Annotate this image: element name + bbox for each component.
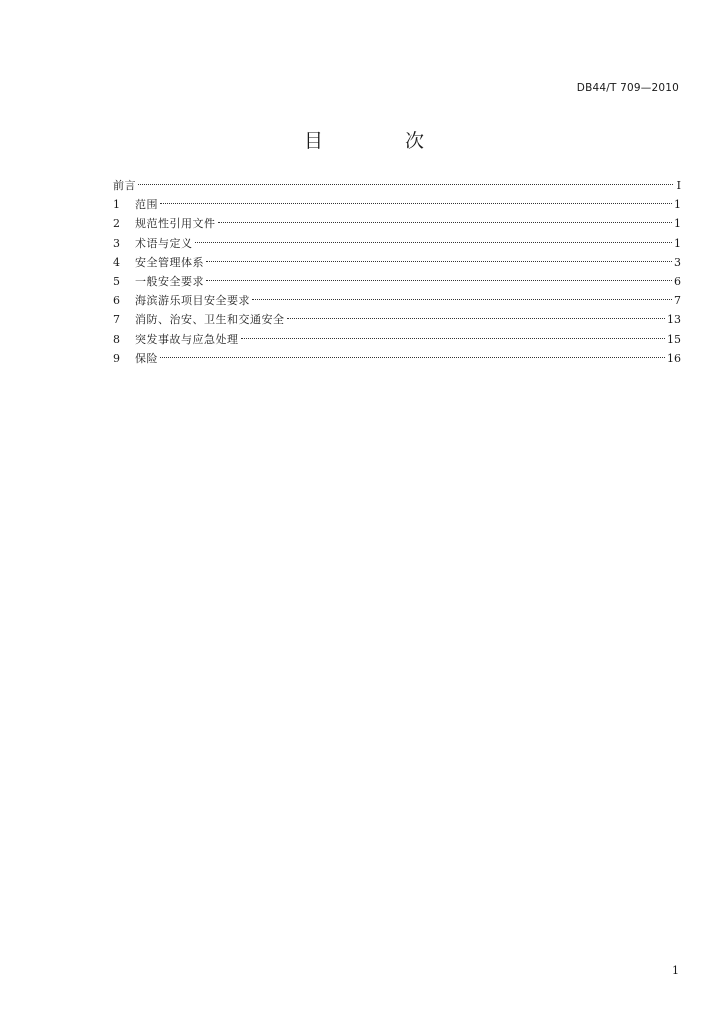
toc-item-page: 1 xyxy=(674,217,681,231)
toc-dot-leader xyxy=(206,280,672,281)
toc-item-normative-references[interactable] xyxy=(113,214,681,233)
toc-item-label: 前言 xyxy=(113,179,136,192)
toc-dot-leader xyxy=(160,357,665,358)
toc-item-page: 6 xyxy=(674,274,681,288)
toc-dot-leader xyxy=(218,222,673,223)
toc-item-label: 规范性引用文件 xyxy=(135,217,216,231)
toc-dot-leader xyxy=(138,184,673,185)
toc-dot-leader xyxy=(206,261,672,262)
standard-code: DB44/T 709—2010 xyxy=(576,82,679,94)
toc-item-label: 海滨游乐项目安全要求 xyxy=(135,294,250,308)
toc-item-number: 3 xyxy=(113,236,120,250)
toc-item-number: 1 xyxy=(113,198,120,212)
toc-item-page: 3 xyxy=(674,255,681,269)
toc-item-number: 6 xyxy=(113,294,120,308)
toc-item-number: 5 xyxy=(113,274,120,288)
toc-item-fire-security-hygiene-traffic[interactable] xyxy=(113,310,681,329)
toc-item-foreword[interactable] xyxy=(113,176,681,195)
toc-dot-leader xyxy=(252,299,672,300)
page-number: 1 xyxy=(672,964,679,977)
toc-item-label: 安全管理体系 xyxy=(135,255,204,269)
toc-item-label: 范围 xyxy=(135,198,158,212)
toc-item-general-safety[interactable] xyxy=(113,272,681,291)
toc-item-page: I xyxy=(676,179,681,192)
toc-dot-leader xyxy=(241,338,666,339)
toc-item-label: 术语与定义 xyxy=(135,236,193,250)
table-of-contents xyxy=(113,176,681,368)
toc-item-number: 4 xyxy=(113,255,120,269)
toc-item-insurance[interactable] xyxy=(113,349,681,368)
toc-dot-leader xyxy=(160,203,672,204)
toc-item-number: 9 xyxy=(113,351,120,365)
toc-item-label: 突发事故与应急处理 xyxy=(135,332,239,346)
toc-item-number: 7 xyxy=(113,313,120,327)
toc-item-terms-definitions[interactable] xyxy=(113,234,681,253)
toc-item-page: 1 xyxy=(674,198,681,212)
toc-dot-leader xyxy=(195,242,673,243)
toc-item-scope[interactable] xyxy=(113,195,681,214)
toc-item-page: 1 xyxy=(674,236,681,250)
toc-item-page: 15 xyxy=(667,332,681,346)
toc-item-beach-recreation-safety[interactable] xyxy=(113,291,681,310)
toc-item-label: 消防、治安、卫生和交通安全 xyxy=(135,313,285,327)
toc-dot-leader xyxy=(287,318,666,319)
toc-item-emergency-handling[interactable] xyxy=(113,330,681,349)
toc-item-number: 2 xyxy=(113,217,120,231)
toc-item-label: 保险 xyxy=(135,351,158,365)
toc-item-page: 13 xyxy=(667,313,681,327)
page-title: 目 次 xyxy=(303,130,463,152)
toc-item-number: 8 xyxy=(113,332,120,346)
toc-item-page: 7 xyxy=(674,294,681,308)
toc-item-page: 16 xyxy=(667,351,681,365)
toc-item-safety-management-system[interactable] xyxy=(113,253,681,272)
toc-item-label: 一般安全要求 xyxy=(135,274,204,288)
